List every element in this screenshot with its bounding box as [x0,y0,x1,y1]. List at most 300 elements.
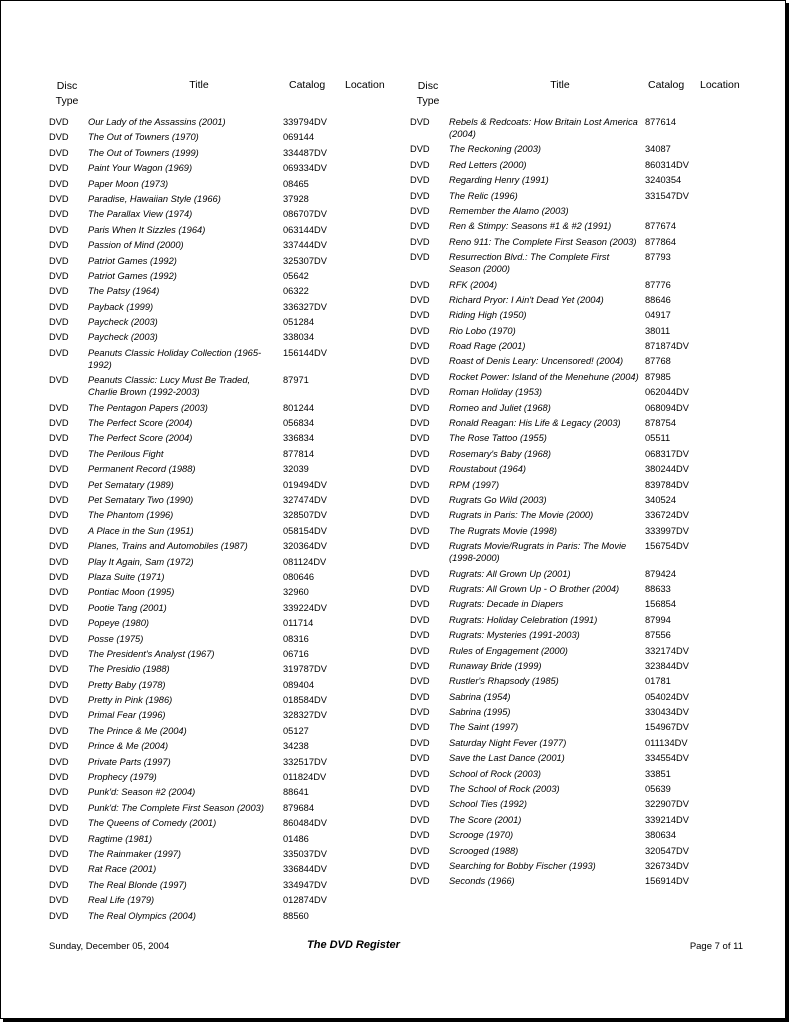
title-cell: RFK (2004) [449,279,498,290]
table-row [49,524,401,539]
table-row [49,447,401,462]
title-cell: Patriot Games (1992) [88,270,177,281]
catalog-cell: 877614 [645,117,677,127]
catalog-cell: 335037DV [283,848,327,859]
catalog-cell: 089404 [283,679,315,690]
title-cell: The Rugrats Movie (1998) [449,525,557,536]
catalog-cell: 336327DV [283,301,327,312]
disc-type-cell: DVD [410,494,430,505]
table-row [49,647,401,662]
disc-type-cell: DVD [410,205,430,216]
disc-type-cell: DVD [410,279,430,290]
disc-type-cell: DVD [410,768,430,779]
title-cell: Peanuts Classic Holiday Collection (1965-1992) [88,347,262,370]
footer-report-title: The DVD Register [307,939,400,951]
title-cell: The Real Olympics (2004) [88,910,196,921]
disc-type-cell: DVD [49,418,69,429]
catalog-cell: 068094DV [645,402,689,413]
disc-type-cell: DVD [49,375,69,386]
table-row [410,189,760,204]
table-row [410,859,760,874]
title-cell: The Real Blonde (1997) [88,879,187,890]
catalog-cell: 063144DV [283,224,327,235]
footer-page-number: Page 7 of 11 [689,941,743,952]
disc-type-cell: DVD [49,587,69,598]
table-row [410,782,760,797]
title-cell: The Saint (1997) [449,722,519,733]
title-cell: Pontiac Moon (1995) [88,587,175,598]
table-row [410,173,760,188]
catalog-cell: 156754DV [645,541,689,552]
title-cell: Searching for Bobby Fischer (1993) [449,860,596,871]
title-cell: The President's Analyst (1967) [88,648,215,659]
disc-type-cell: DVD [410,117,430,127]
table-row [410,250,760,277]
title-cell: Rocket Power: Island of the Menehune (2004) [449,371,639,382]
table-row [49,508,401,523]
disc-type-cell: DVD [410,387,430,398]
catalog-cell: 87994 [645,614,671,625]
catalog-cell: 018584DV [283,695,327,706]
catalog-cell: 879684 [283,802,315,813]
title-cell: Paradise, Hawaiian Style (1966) [88,193,221,204]
title-cell: Saturday Night Fever (1977) [449,737,567,748]
table-row [410,582,760,597]
title-cell: The Patsy (1964) [88,286,160,297]
left-list [49,115,401,924]
title-cell: The Reckoning (2003) [449,144,541,155]
title-cell: Resurrection Blvd.: The Complete First Season (2000) [449,252,610,275]
title-cell: Paper Moon (1973) [88,178,169,189]
catalog-cell: 322907DV [645,799,689,810]
disc-type-cell: DVD [410,221,430,232]
table-row [410,524,760,539]
disc-type-cell: DVD [49,725,69,736]
table-row [49,223,401,238]
catalog-cell: 336844DV [283,864,327,875]
table-row [410,813,760,828]
table-row [49,662,401,677]
disc-type-cell: DVD [49,178,69,189]
catalog-cell: 06716 [283,648,309,659]
catalog-cell: 87971 [283,375,309,386]
table-row [49,478,401,493]
title-cell: Pet Sematary (1989) [88,479,174,490]
table-row [49,373,401,400]
catalog-cell: 320364DV [283,541,327,552]
table-row [410,339,760,354]
disc-type-cell: DVD [410,310,430,321]
catalog-cell: 156144DV [283,347,327,358]
catalog-cell [645,205,715,217]
title-cell: Punk'd: Season #2 (2004) [88,787,196,798]
catalog-cell: 380634 [645,830,677,841]
title-cell: Primal Fear (1996) [88,710,166,721]
catalog-cell: 011824DV [283,772,327,783]
disc-type-cell: DVD [49,879,69,890]
table-row [49,678,401,693]
title-cell: Rugrats: Decade in Diapers [449,599,564,610]
title-cell: Ren & Stimpy: Seasons #1 & #2 (1991) [449,221,612,232]
table-row [49,401,401,416]
disc-type-cell: DVD [49,602,69,613]
catalog-cell: 88646 [645,294,671,305]
catalog-cell: 32960 [283,587,309,598]
catalog-cell: 878754 [645,418,677,429]
header-catalog: Catalog [289,79,326,91]
disc-type-cell: DVD [49,833,69,844]
catalog-cell: 32039 [283,464,309,475]
catalog-cell: 08465 [283,178,309,189]
title-cell: Rustler's Rhapsody (1985) [449,676,559,687]
header-disc-type: Disc Type [55,80,79,107]
catalog-cell: 05642 [283,270,309,281]
table-row [410,204,760,219]
catalog-cell: 04917 [645,310,671,321]
disc-type-cell: DVD [49,787,69,798]
title-cell: The Prince & Me (2004) [88,725,187,736]
title-cell: Rules of Engagement (2000) [449,645,568,656]
title-cell: The School of Rock (2003) [449,784,560,795]
title-cell: Real Life (1979) [88,895,155,906]
table-row [410,674,760,689]
disc-type-cell: DVD [49,618,69,629]
disc-type-cell: DVD [49,556,69,567]
catalog-cell: 801244 [283,402,315,413]
table-row [49,909,401,924]
disc-type-cell: DVD [410,830,430,841]
title-cell: Ragtime (1981) [88,833,153,844]
table-row [49,693,401,708]
title-cell: Roustabout (1964) [449,464,527,475]
catalog-cell: 380244DV [645,464,689,475]
catalog-cell: 05127 [283,725,309,736]
disc-type-cell: DVD [410,541,430,552]
catalog-cell: 058154DV [283,525,327,536]
title-cell: Rugrats: All Grown Up - O Brother (2004) [449,583,620,594]
table-row [410,613,760,628]
table-row [49,601,401,616]
catalog-cell: 051284 [283,317,315,328]
disc-type-cell: DVD [410,144,430,155]
title-cell: The Out of Towners (1970) [88,132,199,143]
catalog-cell: 05639 [645,784,671,795]
disc-type-cell: DVD [49,741,69,752]
table-row [49,346,401,373]
catalog-cell: 88633 [645,583,671,594]
disc-type-cell: DVD [49,571,69,582]
catalog-cell: 080646 [283,571,315,582]
table-row [410,354,760,369]
title-cell: Reno 911: The Complete First Season (2003) [449,236,637,247]
left-column [49,79,401,924]
title-cell: A Place in the Sun (1951) [88,525,194,536]
catalog-cell: 011134DV [645,737,688,748]
disc-type-cell: DVD [410,159,430,170]
disc-type-cell: DVD [49,448,69,459]
table-row [49,177,401,192]
table-row [410,293,760,308]
disc-type-cell: DVD [49,895,69,906]
disc-type-cell: DVD [410,660,430,671]
catalog-cell: 87556 [645,630,671,641]
table-row [49,254,401,269]
header-location: Location [700,79,740,91]
catalog-cell: 88560 [283,910,309,921]
catalog-cell: 336834 [283,433,315,444]
title-cell: Scrooged (1988) [449,845,519,856]
catalog-cell: 34087 [645,144,671,155]
table-row [410,659,760,674]
catalog-cell: 860484DV [283,818,327,829]
disc-type-cell: DVD [410,433,430,444]
table-row [410,219,760,234]
title-cell: Our Lady of the Assassins (2001) [88,117,226,127]
title-cell: Red Letters (2000) [449,159,527,170]
title-cell: The Perfect Score (2004) [88,433,193,444]
disc-type-cell: DVD [410,599,430,610]
catalog-cell: 334554DV [645,753,689,764]
title-cell: The Relic (1996) [449,190,518,201]
title-cell: Paint Your Wagon (1969) [88,163,193,174]
catalog-cell: 331547DV [645,190,689,201]
catalog-cell: 328507DV [283,510,327,521]
disc-type-cell: DVD [410,737,430,748]
catalog-cell: 871874DV [645,341,689,352]
catalog-cell: 05511 [645,433,671,444]
table-row [49,161,401,176]
table-row [49,238,401,253]
table-row [410,720,760,735]
disc-type-cell: DVD [49,510,69,521]
title-cell: Paycheck (2003) [88,332,158,343]
title-cell: Passion of Mind (2000) [88,240,184,251]
catalog-cell: 839784DV [645,479,689,490]
disc-type-cell: DVD [49,301,69,312]
table-row [49,847,401,862]
catalog-cell: 877814 [283,448,315,459]
table-row [49,770,401,785]
disc-type-cell: DVD [49,117,69,127]
disc-type-cell: DVD [49,193,69,204]
disc-type-cell: DVD [49,802,69,813]
disc-type-cell: DVD [49,818,69,829]
title-cell: Pet Sematary Two (1990) [88,494,194,505]
table-row [410,235,760,250]
table-row [410,370,760,385]
disc-type-cell: DVD [49,147,69,158]
title-cell: The Pentagon Papers (2003) [88,402,208,413]
disc-type-cell: DVD [49,479,69,490]
title-cell: Payback (1999) [88,301,154,312]
table-row [49,585,401,600]
disc-type-cell: DVD [410,845,430,856]
disc-type-cell: DVD [49,270,69,281]
catalog-cell: 334487DV [283,147,327,158]
title-cell: The Rainmaker (1997) [88,848,182,859]
title-cell: Peanuts Classic: Lucy Must Be Traded, Charlie Brown (1992-2003) [88,375,251,398]
catalog-cell: 328327DV [283,710,327,721]
right-column [410,79,760,890]
disc-type-cell: DVD [49,163,69,174]
title-cell: Regarding Henry (1991) [449,175,549,186]
catalog-cell: 88641 [283,787,309,798]
catalog-cell: 086707DV [283,209,327,220]
catalog-cell: 011714 [283,618,314,629]
title-cell: The Perilous Fight [88,448,164,459]
table-row [410,493,760,508]
disc-type-cell: DVD [410,583,430,594]
table-row [49,493,401,508]
table-row [49,192,401,207]
right-list [410,115,760,890]
disc-type-cell: DVD [410,294,430,305]
disc-type-cell: DVD [410,252,430,263]
title-cell: Private Parts (1997) [88,756,171,767]
title-cell: School Ties (1992) [449,799,527,810]
title-cell: Punk'd: The Complete First Season (2003) [88,802,264,813]
table-row [410,797,760,812]
title-cell: Rugrats Movie/Rugrats in Paris: The Movie (1998-2000) [449,541,627,564]
table-row [49,632,401,647]
title-cell: Prophecy (1979) [88,772,157,783]
table-row [410,844,760,859]
table-row [410,308,760,323]
table-row [49,330,401,345]
disc-type-cell: DVD [410,630,430,641]
title-cell: Pretty Baby (1978) [88,679,166,690]
catalog-cell: 325307DV [283,255,327,266]
table-row [410,705,760,720]
disc-type-cell: DVD [49,772,69,783]
table-row [410,142,760,157]
title-cell: Prince & Me (2004) [88,741,169,752]
title-cell: The Parallax View (1974) [88,209,193,220]
title-cell: Pootie Tang (2001) [88,602,167,613]
table-row [49,816,401,831]
table-row [49,539,401,554]
title-cell: Sabrina (1954) [449,691,511,702]
title-cell: Plaza Suite (1971) [88,571,165,582]
disc-type-cell: DVD [410,860,430,871]
table-row [410,539,760,566]
catalog-cell: 019494DV [283,479,327,490]
table-row [49,300,401,315]
disc-type-cell: DVD [49,224,69,235]
catalog-cell: 012874DV [283,895,327,906]
title-cell: Permanent Record (1988) [88,464,196,475]
title-cell: Roman Holiday (1953) [449,387,543,398]
disc-type-cell: DVD [49,255,69,266]
catalog-cell: 332517DV [283,756,327,767]
title-cell: Popeye (1980) [88,618,149,629]
disc-type-cell: DVD [410,190,430,201]
disc-type-cell: DVD [410,371,430,382]
title-cell: Paycheck (2003) [88,317,158,328]
table-row [410,644,760,659]
table-row [410,508,760,523]
disc-type-cell: DVD [49,710,69,721]
disc-type-cell: DVD [49,525,69,536]
disc-type-cell: DVD [410,614,430,625]
catalog-cell: 338034 [283,332,315,343]
catalog-cell: 339214DV [645,814,689,825]
catalog-cell: 327474DV [283,494,327,505]
disc-type-cell: DVD [410,799,430,810]
table-row [49,755,401,770]
table-row [49,739,401,754]
title-cell: Road Rage (2001) [449,341,526,352]
table-row [410,597,760,612]
column-header [49,79,401,115]
disc-type-cell: DVD [410,876,430,887]
catalog-cell: 33851 [645,768,671,779]
catalog-cell: 37928 [283,193,309,204]
table-row [49,832,401,847]
title-cell: Patriot Games (1992) [88,255,177,266]
table-row [410,567,760,582]
header-disc-type: Disc Type [416,80,440,107]
catalog-cell: 01486 [283,833,309,844]
disc-type-cell: DVD [410,464,430,475]
catalog-cell: 068317DV [645,448,689,459]
table-row [49,616,401,631]
disc-type-cell: DVD [410,448,430,459]
disc-type-cell: DVD [49,433,69,444]
disc-type-cell: DVD [49,347,69,358]
table-row [49,893,401,908]
title-cell: Posse (1975) [88,633,144,644]
disc-type-cell: DVD [49,695,69,706]
disc-type-cell: DVD [410,753,430,764]
title-cell: Play It Again, Sam (1972) [88,556,194,567]
disc-type-cell: DVD [410,707,430,718]
disc-type-cell: DVD [410,784,430,795]
table-row [49,570,401,585]
title-cell: The Presidio (1988) [88,664,170,675]
disc-type-cell: DVD [410,691,430,702]
table-row [410,416,760,431]
catalog-cell: 333997DV [645,525,689,536]
disc-type-cell: DVD [49,402,69,413]
table-row [410,447,760,462]
catalog-cell: 319787DV [283,664,327,675]
title-cell: Rugrats Go Wild (2003) [449,494,547,505]
disc-type-cell: DVD [49,664,69,675]
title-cell: Remember the Alamo (2003) [449,205,569,216]
table-row [49,462,401,477]
catalog-cell: 3240354 [645,175,682,186]
title-cell: The Queens of Comedy (2001) [88,818,217,829]
table-row [410,401,760,416]
table-row [410,462,760,477]
disc-type-cell: DVD [410,418,430,429]
disc-type-cell: DVD [49,209,69,220]
table-row [410,158,760,173]
catalog-cell: 054024DV [645,691,689,702]
disc-type-cell: DVD [410,525,430,536]
catalog-cell: 08316 [283,633,309,644]
table-row [49,862,401,877]
table-row [410,828,760,843]
title-cell: Romeo and Juliet (1968) [449,402,551,413]
catalog-cell: 320547DV [645,845,689,856]
table-row [410,324,760,339]
table-row [49,269,401,284]
table-row [410,115,760,142]
table-row [49,416,401,431]
table-row [49,785,401,800]
